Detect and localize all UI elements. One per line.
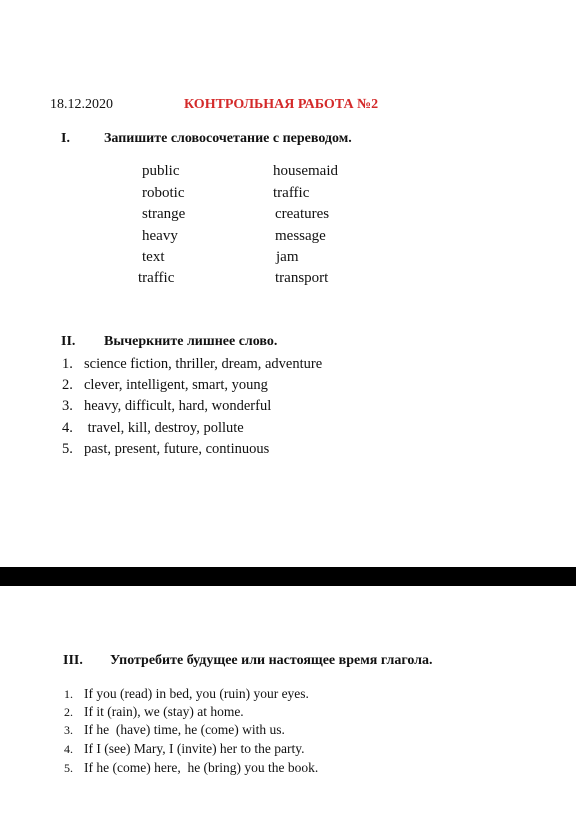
- list-item: 5. If he (come) here, he (bring) you the book.: [64, 760, 319, 775]
- list-item: 4. travel, kill, destroy, pollute: [62, 420, 244, 436]
- list-item: 2. If it (rain), we (stay) at home.: [64, 704, 244, 719]
- list-item: 4. If I (see) Mary, I (invite) her to the party.: [64, 741, 305, 756]
- list-item: 3. heavy, difficult, hard, wonderful: [62, 398, 272, 414]
- left-word: public: [142, 163, 180, 179]
- section-2-heading: Вычеркните лишнее слово.: [104, 334, 278, 349]
- list-item: 5. past, present, future, continuous: [62, 441, 270, 457]
- section-3-number: III.: [63, 653, 83, 668]
- list-item: 1. If you (read) in bed, you (ruin) your eyes.: [64, 686, 309, 701]
- right-word: message: [275, 228, 326, 244]
- section-1-heading: Запишите словосочетание с переводом.: [104, 131, 352, 146]
- list-item: 3. If he (have) time, he (come) with us.: [64, 722, 285, 737]
- section-2-number: II.: [61, 334, 76, 349]
- left-word: robotic: [142, 185, 185, 201]
- left-word: heavy: [142, 228, 178, 244]
- section-3-heading: Употребите будущее или настоящее время глагола.: [110, 653, 433, 668]
- right-word: jam: [276, 249, 299, 265]
- page-divider: [0, 567, 576, 586]
- list-item: 1. science fiction, thriller, dream, adventure: [62, 356, 323, 372]
- right-word: transport: [275, 270, 329, 286]
- left-word: strange: [142, 206, 186, 222]
- section-1-number: I.: [61, 131, 70, 146]
- left-word: text: [142, 249, 165, 265]
- left-word: traffic: [138, 270, 175, 286]
- right-word: creatures: [275, 206, 330, 222]
- right-word: housemaid: [273, 163, 338, 179]
- list-item: 2. clever, intelligent, smart, young: [62, 377, 268, 393]
- right-word: traffic: [273, 185, 310, 201]
- date: 18.12.2020: [50, 97, 113, 112]
- page-title: КОНТРОЛЬНАЯ РАБОТА №2: [184, 97, 379, 112]
